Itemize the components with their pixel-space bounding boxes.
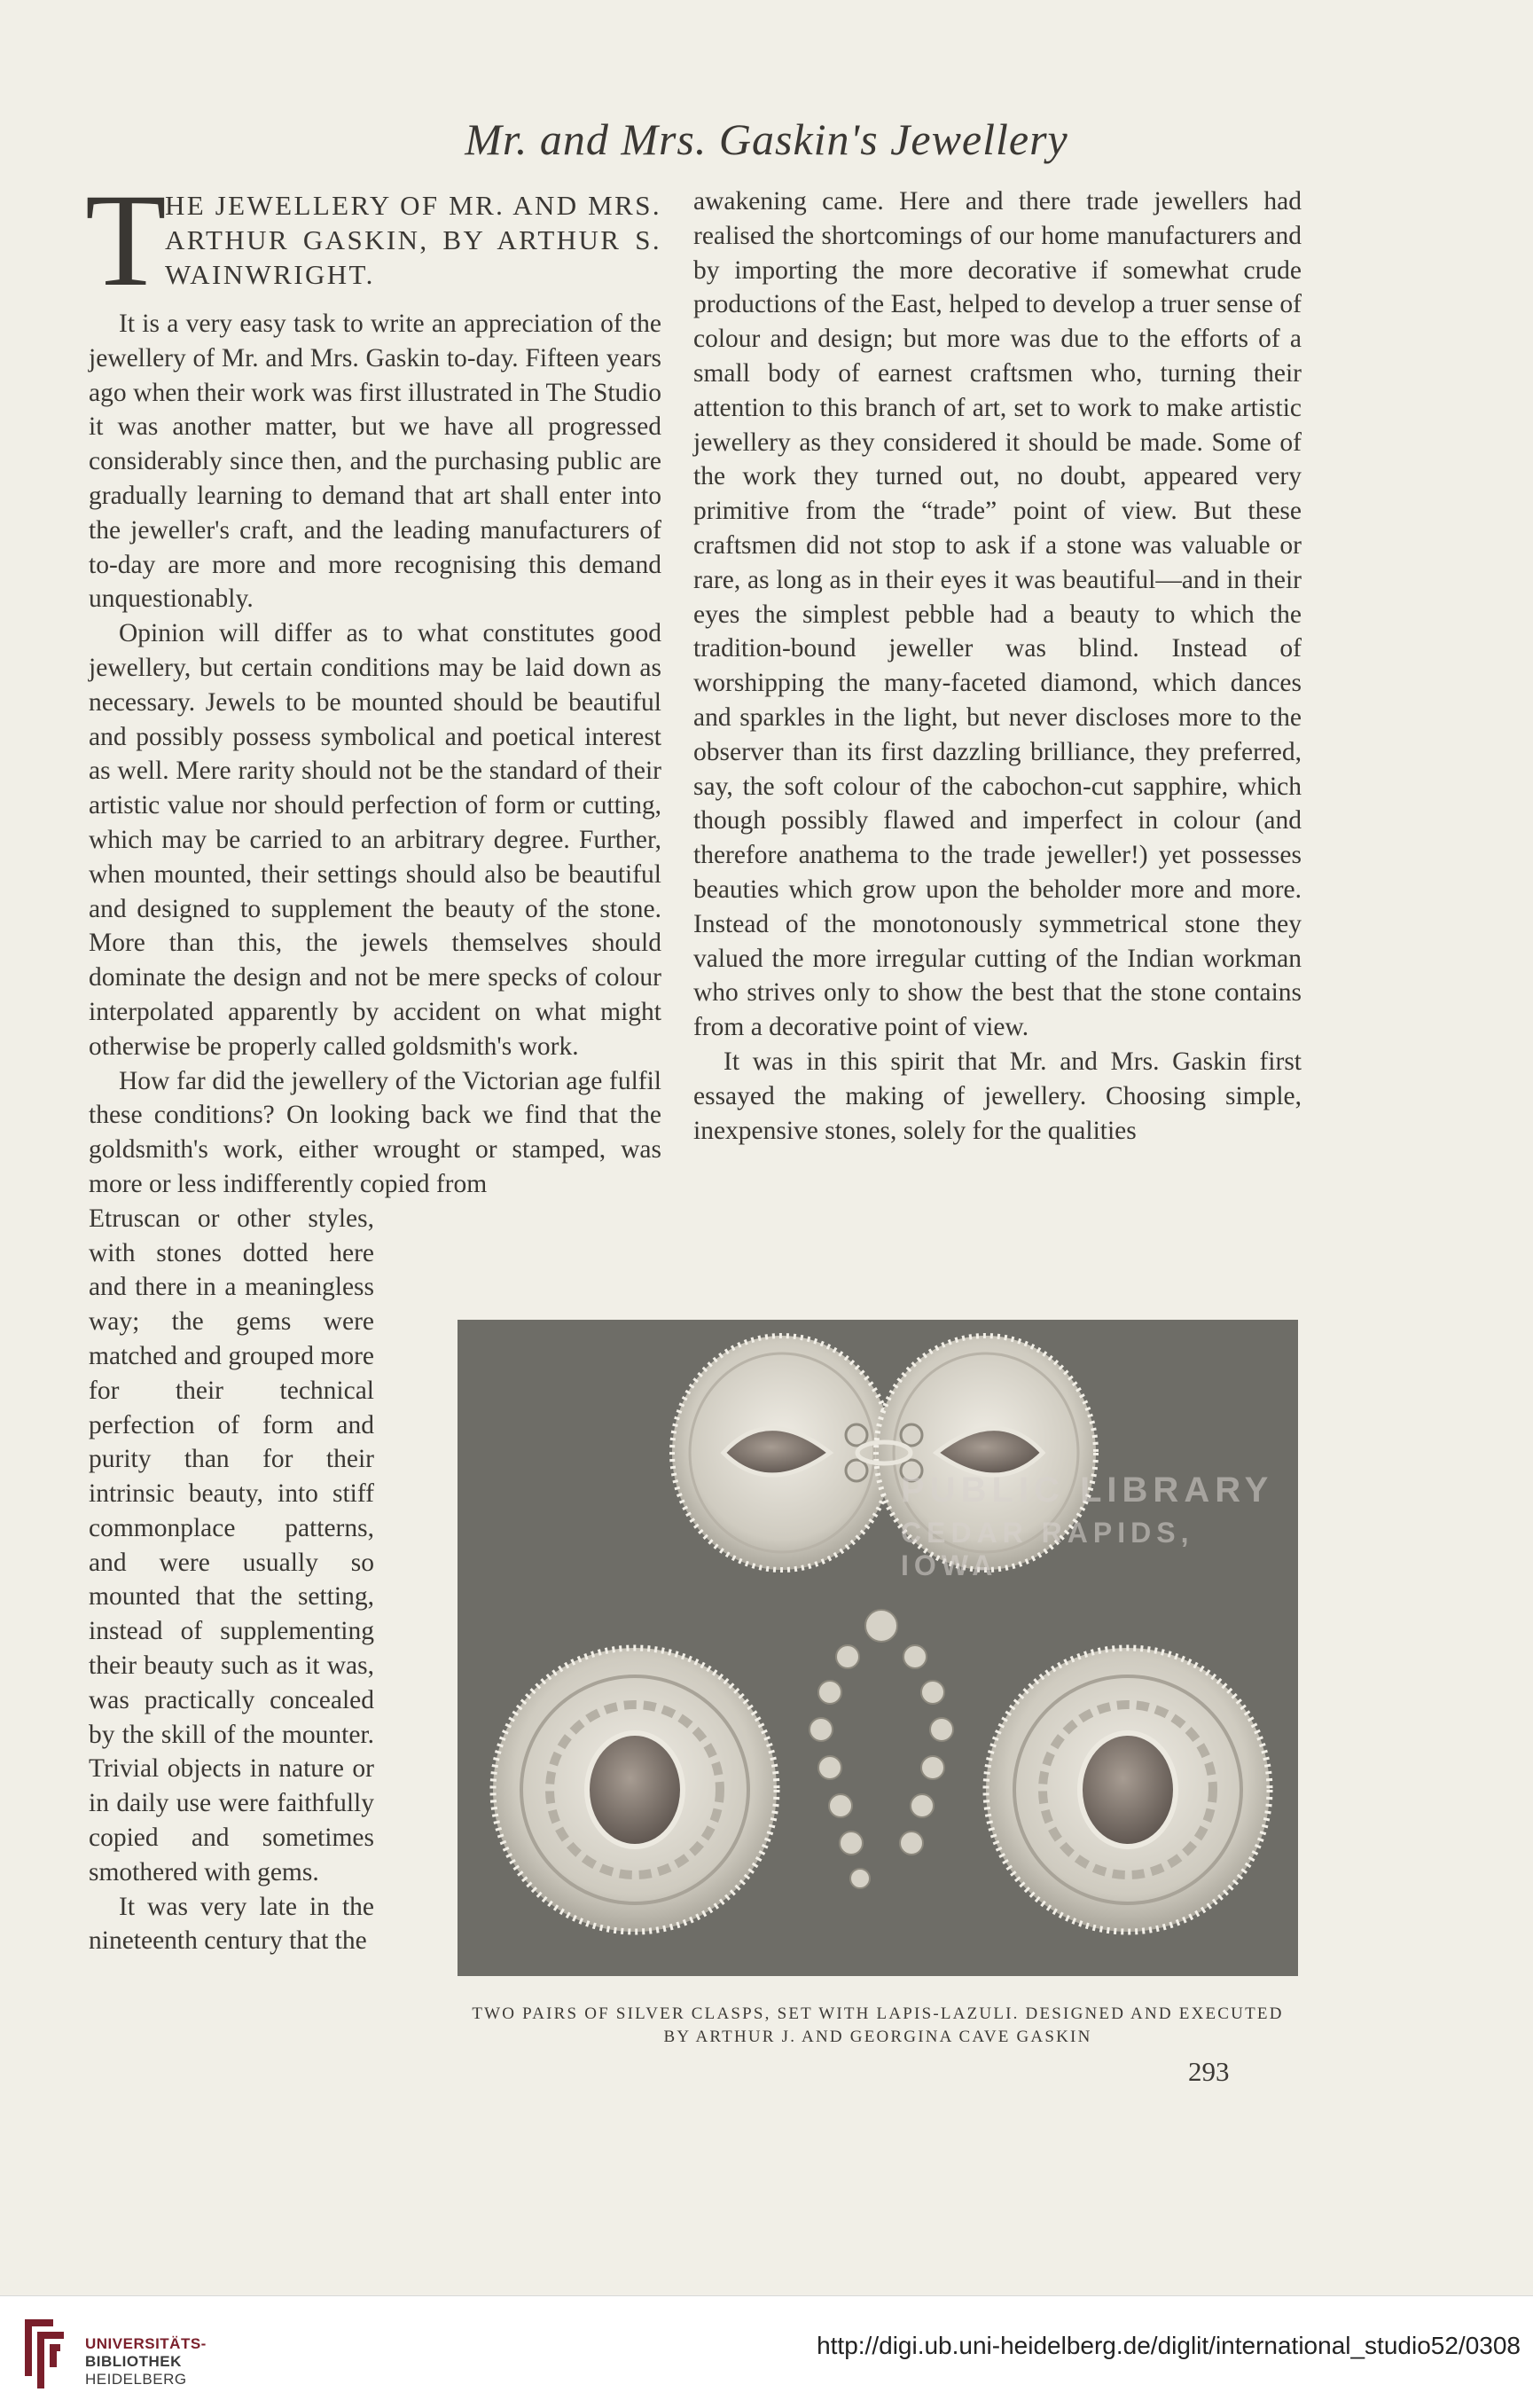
library-line2: BIBLIOTHEK [85,2353,182,2370]
university-library-logo-icon [18,2314,71,2394]
library-stamp-line1: PUBLIC LIBRARY [901,1471,1274,1510]
paragraph-narrow: It was very late in the nineteenth century that the [89,1892,374,1956]
silver-clasps-illustration [458,1320,1298,1976]
plate-caption: TWO PAIRS OF SILVER CLASPS, SET WITH LAPIS-LAZULI. DESIGNED AND EXECUTED BY ARTHUR J. AND GEORGINA CAVE GASKIN [472,2004,1284,2046]
drop-cap: T [85,167,167,314]
library-stamp-line2: CEDAR RAPIDS, IOWA [901,1517,1194,1581]
paragraph: It was in this spirit that Mr. and Mrs. Gaskin first essayed the making of jewellery. Choosing simple, inexpensive stones, solely for the qualities [693,1047,1302,1145]
article-title: HE JEWELLERY OF MR. AND MRS. ARTHUR GASKIN, BY ARTHUR S. WAINWRIGHT. [165,190,661,290]
library-line1: UNIVERSITÄTS- [85,2335,207,2352]
paragraph-narrow: Etruscan or other styles, with stones dotted here and there in a meaningless way; the gems were matched and grouped more for their technical perfection of form and purity than for their intrinsic beauty, into stiff commonplace patterns, and were usually so mounted that the setting, instead of supplementing their beauty such as it was, was practically concealed by the skill of the mounter. Trivial objects in nature or in daily use were faithfully copied and sometimes smothered with gems. [89,1204,374,1886]
article-heading [85,167,661,314]
paragraph: awakening came. Here and there trade jewellers had realised the shortcomings of our home manufacturers and by importing the more decorative if somewhat crude productions of the East, helped to develop a truer sense of colour and design; but more was due to the efforts of a small body of earnest craftsmen who, turning their attention to this branch of art, set to work to make artistic jewellery as they considered it should be made. Some of the work they turned out, no doubt, appeared very primitive from the “trade” point of view. But these craftsmen did not stop to ask if a stone was valuable or rare, as long as in their eyes it was beautiful—and in their eyes the simplest pebble had a beauty to which the tradition-bound jeweller was blind. Instead of worshipping the many-faceted diamond, which dances and sparkles in the light, but never discloses more to the observer than its first dazzling brilliance, they preferred, say, the soft colour of the cabochon-cut sapphire, which though possibly flawed and imperfect in colour (and therefore anathema to the trade jeweller!) yet possesses beauties which grow upon the beholder more and more. Instead of the monotonously symmetrical stone they valued the more irregular cutting of the Indian workman who strives only to show the best that the stone contains from a decorative point of view. [693,187,1302,1042]
paragraph: Opinion will differ as to what constitutes good jewellery, but certain conditions may be laid down as necessary. Jewels to be mounted should be beautiful and possibly possess symbolical and poetical interest as well. Mere rarity should not be the standard of their artistic value nor should perfection of form or cutting, which may be carried to an arbitrary degree. Further, when mounted, their settings should also be beautiful and designed to supplement the beauty of the stone. More than this, the jewels themselves should dominate the design and not be mere specks of colour interpolated apparently by accident on what might otherwise be properly called goldsmith's work. [89,619,661,1061]
source-url-link[interactable]: http://digi.ub.uni-heidelberg.de/diglit/international_studio52/0308 [817,2332,1521,2359]
library-line3: HEIDELBERG [85,2371,187,2388]
footer-bar [0,2295,1533,2408]
university-library-name [85,2335,207,2388]
paragraph: It is a very easy task to write an appreciation of the jewellery of Mr. and Mrs. Gaskin to-day. Fifteen years ago when their work was first illustrated in The Studio it was another matter, but we have all progressed considerably since then, and the purchasing public are gradually learning to demand that art shall enter into the jeweller's craft, and the leading manufacturers of to-day are more and more recognising this demand unquestionably. [89,310,661,614]
bottom-clasp-right [986,1648,1270,1932]
paragraph: How far did the jewellery of the Victorian age fulfil these conditions? On looking back we find that the goldsmith's work, either wrought or stamped, was more or less indifferently copied from [89,1066,661,1198]
right-column [693,184,1302,1148]
running-head: Mr. and Mrs. Gaskin's Jewellery [465,114,1068,164]
page-number: 293 [1188,2056,1230,2087]
bottom-clasp-left [493,1648,777,1932]
photo-plate [458,1320,1298,1976]
